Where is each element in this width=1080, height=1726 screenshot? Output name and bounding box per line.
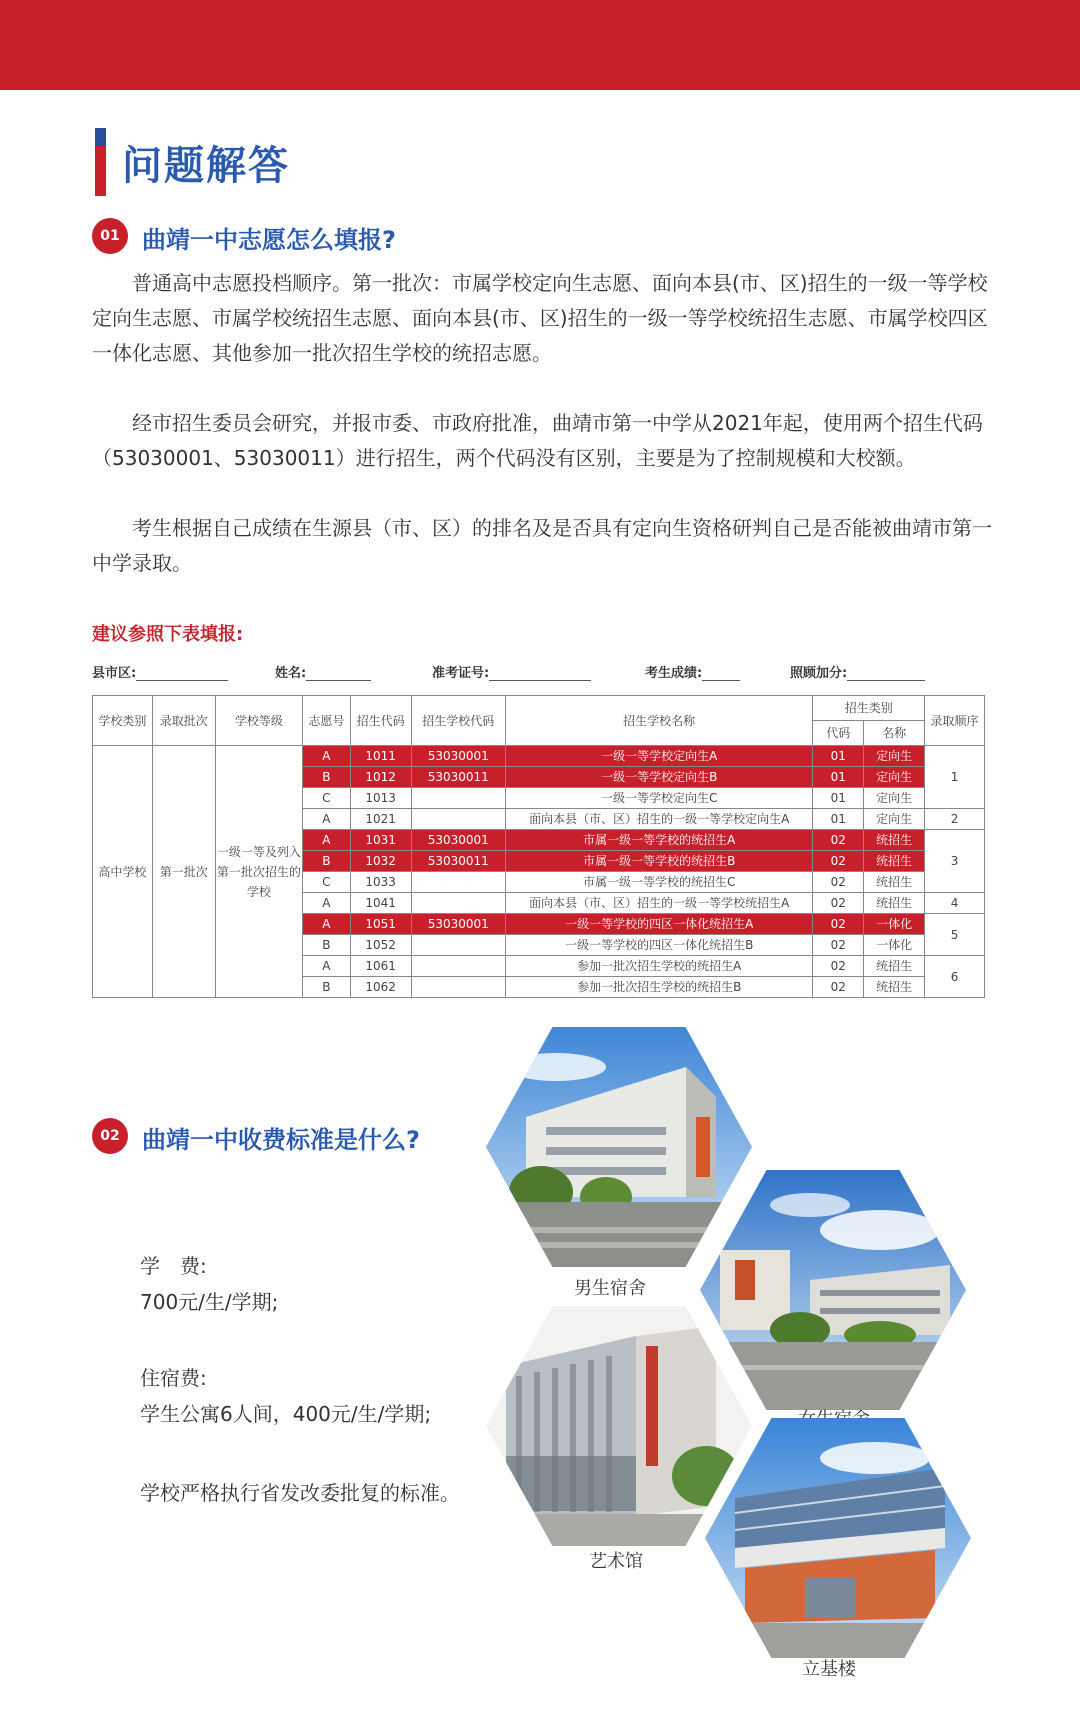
category-code-cell: 01	[813, 788, 864, 809]
wish-cell: B	[303, 851, 351, 872]
paragraph: 考生根据自己成绩在生源县（市、区）的排名及是否具有定向生资格研判自己是否能被曲靖市第一中学录取。	[92, 516, 992, 575]
wish-cell: B	[303, 767, 351, 788]
school-code-cell: 53030001	[411, 914, 505, 935]
liji-building-photo	[705, 1418, 971, 1658]
code-cell: 1012	[350, 767, 411, 788]
batch-cell: 第一批次	[152, 746, 215, 998]
tuition-label: 学 费:	[140, 1254, 207, 1278]
category-code-cell: 01	[813, 809, 864, 830]
page-title: 问题解答	[122, 143, 290, 189]
school-name-cell: 市属一级一等学校的统招生A	[505, 830, 812, 851]
category-name-cell: 统招生	[864, 851, 925, 872]
wish-cell: A	[303, 746, 351, 767]
school-name-cell: 参加一批次招生学校的统招生A	[505, 956, 812, 977]
lodging-label: 住宿费:	[140, 1366, 207, 1390]
tuition-value: 700元/生/学期;	[140, 1290, 279, 1314]
school-code-cell: 53030001	[411, 746, 505, 767]
header-cell: 学校等级	[215, 696, 302, 746]
standard-note: 学校严格执行省发改委批复的标准。	[140, 1481, 460, 1505]
school-name-cell: 一级一等学校的四区一体化统招生B	[505, 935, 812, 956]
title-accent-bar	[95, 128, 106, 196]
category-name-cell: 定向生	[864, 788, 925, 809]
header-cell: 录取顺序	[925, 696, 985, 746]
header-cell: 志愿号	[303, 696, 351, 746]
lodging-value: 学生公寓6人间，400元/生/学期;	[140, 1402, 432, 1426]
header-cell: 招生学校代码	[411, 696, 505, 746]
school-code-cell	[411, 956, 505, 977]
school-type-cell: 高中学校	[93, 746, 153, 998]
score-field: 考生成绩:	[645, 662, 740, 681]
category-name-cell: 统招生	[864, 977, 925, 998]
paragraph: 经市招生委员会研究，并报市委、市政府批准，曲靖市第一中学从2021年起，使用两个招生代码（53030001、53030011）进行招生，两个代码没有区别，主要是为了控制规模和大校额。	[92, 411, 983, 470]
school-code-cell	[411, 935, 505, 956]
code-cell: 1062	[350, 977, 411, 998]
wish-cell: C	[303, 788, 351, 809]
category-code-cell: 01	[813, 767, 864, 788]
ticket-field: 准考证号:	[432, 662, 591, 681]
order-cell: 1	[925, 746, 985, 809]
category-code-cell: 02	[813, 977, 864, 998]
question-number-badge: 02	[92, 1118, 128, 1154]
code-cell: 1061	[350, 956, 411, 977]
category-name-cell: 一体化	[864, 914, 925, 935]
category-name-cell: 定向生	[864, 746, 925, 767]
school-code-cell: 53030001	[411, 830, 505, 851]
header-cell: 招生类别	[813, 696, 925, 721]
category-code-cell: 02	[813, 914, 864, 935]
admission-table	[92, 695, 985, 998]
building-image	[700, 1170, 966, 1410]
building-image	[486, 1027, 752, 1267]
question-number-badge: 01	[92, 218, 128, 254]
category-name-cell: 统招生	[864, 872, 925, 893]
category-name-cell: 定向生	[864, 809, 925, 830]
liji-building-caption: 立基楼	[802, 1659, 856, 1680]
wish-cell: A	[303, 809, 351, 830]
school-name-cell: 一级一等学校定向生B	[505, 767, 812, 788]
code-cell: 1021	[350, 809, 411, 830]
order-cell: 6	[925, 956, 985, 998]
table-intro-heading: 建议参照下表填报:	[92, 624, 244, 645]
header-cell: 名称	[864, 721, 925, 746]
code-cell: 1052	[350, 935, 411, 956]
code-cell: 1032	[350, 851, 411, 872]
school-name-cell: 面向本县（市、区）招生的一级一等学校统招生A	[505, 893, 812, 914]
order-cell: 5	[925, 914, 985, 956]
order-cell: 2	[925, 809, 985, 830]
building-image	[705, 1418, 971, 1658]
school-name-cell: 一级一等学校定向生C	[505, 788, 812, 809]
girls-dorm-photo	[700, 1170, 966, 1410]
school-code-cell	[411, 809, 505, 830]
school-code-cell	[411, 977, 505, 998]
code-cell: 1033	[350, 872, 411, 893]
category-code-cell: 02	[813, 935, 864, 956]
code-cell: 1013	[350, 788, 411, 809]
paragraph: 普通高中志愿投档顺序。第一批次：市属学校定向生志愿、面向本县(市、区)招生的一级一等学校定向生志愿、市属学校统招生志愿、面向本县(市、区)招生的一级一等学校统招生志愿、市属学校四区一体化志愿、其他参加一批次招生学校的统招志愿。	[92, 271, 988, 365]
art-hall-caption: 艺术馆	[589, 1551, 643, 1572]
question-title: 曲靖一中志愿怎么填报?	[142, 226, 396, 254]
wish-cell: A	[303, 956, 351, 977]
wish-cell: A	[303, 914, 351, 935]
level-cell: 一级一等及列入第一批次招生的学校	[215, 746, 302, 998]
school-name-cell: 一级一等学校定向生A	[505, 746, 812, 767]
school-code-cell	[411, 893, 505, 914]
school-name-cell: 市属一级一等学校的统招生B	[505, 851, 812, 872]
wish-cell: C	[303, 872, 351, 893]
school-code-cell	[411, 872, 505, 893]
school-name-cell: 面向本县（市、区）招生的一级一等学校定向生A	[505, 809, 812, 830]
category-code-cell: 02	[813, 872, 864, 893]
school-name-cell: 市属一级一等学校的统招生C	[505, 872, 812, 893]
school-code-cell: 53030011	[411, 767, 505, 788]
category-name-cell: 统招生	[864, 956, 925, 977]
wish-cell: B	[303, 935, 351, 956]
category-code-cell: 01	[813, 746, 864, 767]
wish-cell: A	[303, 893, 351, 914]
code-cell: 1041	[350, 893, 411, 914]
table-row	[93, 746, 985, 767]
boys-dorm-caption: 男生宿舍	[574, 1278, 646, 1299]
wish-cell: B	[303, 977, 351, 998]
school-code-cell: 53030011	[411, 851, 505, 872]
code-cell: 1051	[350, 914, 411, 935]
code-cell: 1011	[350, 746, 411, 767]
header-cell: 代码	[813, 721, 864, 746]
boys-dorm-photo	[486, 1027, 752, 1267]
category-code-cell: 02	[813, 893, 864, 914]
question-title: 曲靖一中收费标准是什么?	[142, 1126, 420, 1154]
category-name-cell: 一体化	[864, 935, 925, 956]
category-name-cell: 统招生	[864, 830, 925, 851]
category-code-cell: 02	[813, 956, 864, 977]
art-hall-photo	[486, 1306, 752, 1546]
school-code-cell	[411, 788, 505, 809]
school-name-cell: 参加一批次招生学校的统招生B	[505, 977, 812, 998]
wish-cell: A	[303, 830, 351, 851]
category-name-cell: 定向生	[864, 767, 925, 788]
bonus-field: 照顾加分:	[790, 662, 925, 681]
header-cell: 录取批次	[152, 696, 215, 746]
order-cell: 3	[925, 830, 985, 893]
header-cell: 招生代码	[350, 696, 411, 746]
county-field: 县市区:	[92, 662, 228, 681]
building-image	[486, 1306, 752, 1546]
header-cell: 学校类别	[93, 696, 153, 746]
header-cell: 招生学校名称	[505, 696, 812, 746]
top-banner	[0, 0, 1080, 90]
school-name-cell: 一级一等学校的四区一体化统招生A	[505, 914, 812, 935]
code-cell: 1031	[350, 830, 411, 851]
category-name-cell: 统招生	[864, 893, 925, 914]
name-field: 姓名:	[275, 662, 371, 681]
category-code-cell: 02	[813, 830, 864, 851]
category-code-cell: 02	[813, 851, 864, 872]
order-cell: 4	[925, 893, 985, 914]
